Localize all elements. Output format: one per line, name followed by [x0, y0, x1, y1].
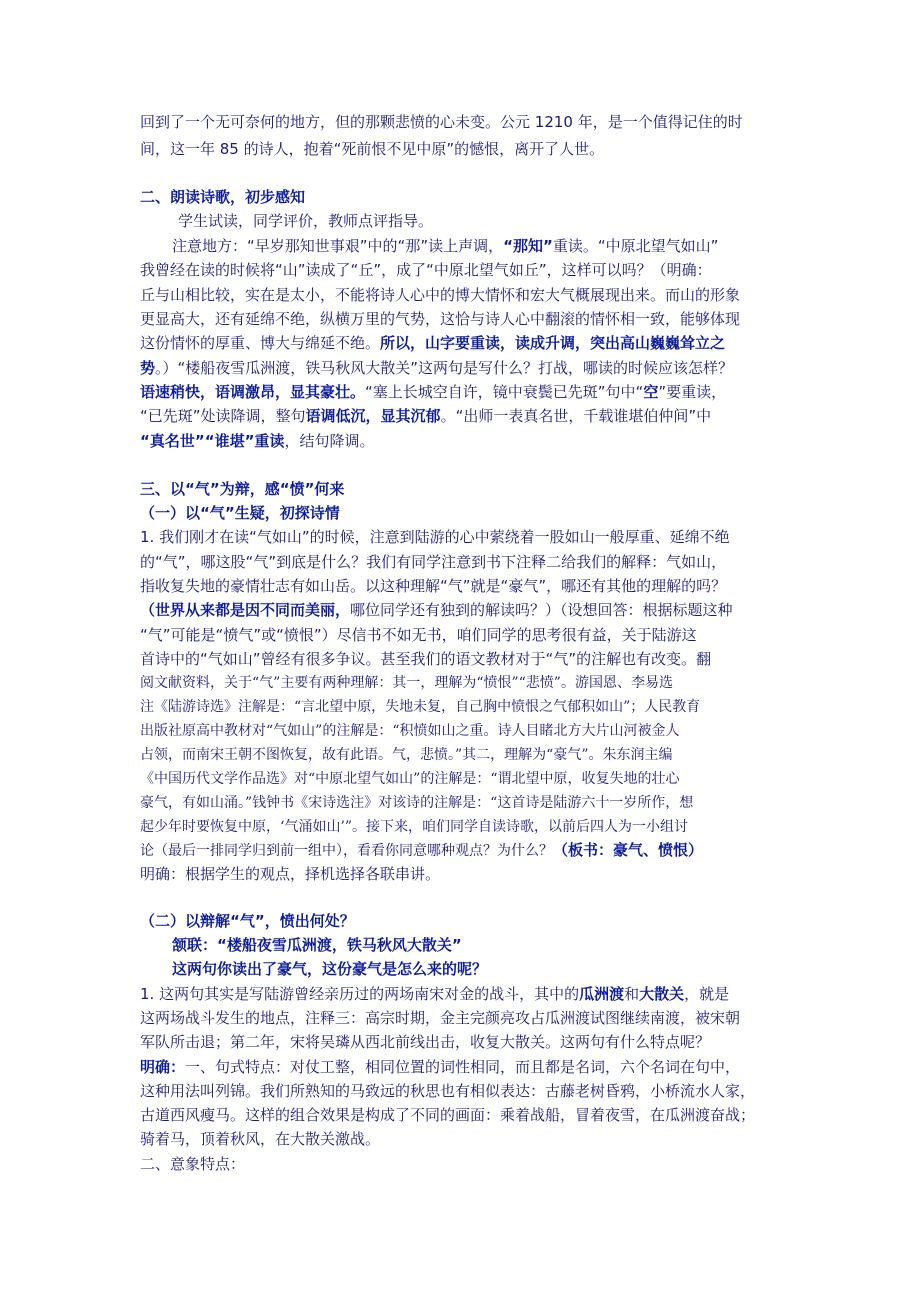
section3-s8 — [140, 838, 780, 863]
text-run: 哪位同学还有独到的解读吗？）（设想回答：根据标题这种 — [350, 601, 733, 619]
section2-line5 — [140, 331, 780, 355]
bold-run: 大散关 — [639, 985, 685, 1003]
section2-line8 — [140, 404, 780, 428]
text-run: “已先斑”处读降调，整句 — [140, 407, 306, 425]
section3-s1: 阅文献资料，关于“气”主要有两种理解：其一，理解为“愤恨”“悲愤”。游国恩、李易选 — [140, 675, 673, 691]
section3-sub1: （一）以“气”生疑，初探诗情 — [140, 504, 340, 522]
text-run: ”要重读， — [658, 383, 727, 401]
section3-s3: 出版社原高中教材对“气如山”的注解是：“积愤如山之重。诗人目睹北方大片山河被金人 — [140, 723, 680, 739]
bold-run: （世界从来都是因不同而美丽， — [140, 601, 351, 619]
section3-s2: 注《陆游诗选》注解是：“言北望中原，失地未复，自己胸中愤恨之气郁积如山”；人民教育 — [140, 699, 701, 715]
text-run: 重读。“中原北望气如山” — [552, 237, 719, 255]
section3-t7: 骑着马，顶着秋风，在大散关激战。 — [140, 1130, 381, 1148]
text-run: 一、句式特点：对仗工整，相同位置的词性相同，而且都是名词，六个名词在句中， — [185, 1058, 741, 1076]
section3-p3: 指收复失地的豪情壮志有如山岳。以这种理解“气”就是“豪气”，哪还有其他的理解的吗？ — [140, 577, 727, 595]
section3-t6: 古道西风瘦马。这样的组合效果是构成了不同的画面：乘着战船，冒着夜雪，在瓜洲渡奋战； — [140, 1106, 756, 1124]
section3-p5: “气”可能是“愤气”或“愤恨”）尽信书不如无书，咱们同学的思考很有益，关于陆游这 — [140, 626, 697, 644]
text-run: 和 — [624, 985, 640, 1003]
section3-heading: 三、以“气”为辩，感“愤”何来 — [140, 480, 345, 498]
section3-sub2: （二）以辩解“气”，愤出何处？ — [140, 912, 355, 930]
bold-run: 明确： — [140, 1058, 186, 1076]
section3-s4: 占领，而南宋王朝不图恢复，故有此语。气，悲愤。”其二，理解为“豪气”。朱东润主编 — [140, 747, 673, 763]
bold-run: “真名世”“谁堪”重读 — [140, 432, 285, 450]
question-line: 这两句你读出了豪气，这份豪气是怎么来的呢？ — [172, 960, 488, 978]
section2-heading: 二、朗读诗歌，初步感知 — [140, 188, 306, 206]
section2-line2: 我曾经在读的时候将“山”读成了“丘”，成了“中原北望气如丘”，这样可以吗？（明确： — [140, 261, 712, 279]
section2-line1 — [172, 234, 812, 258]
text-run: 。）“楼船夜雪瓜洲渡，铁马秋风大散关”这两句是写什么？打战，哪读的时候应该怎样？ — [155, 359, 734, 377]
section3-t1 — [140, 982, 780, 1006]
text-run: 这份情怀的厚重、博大与绵延不绝。 — [140, 334, 381, 352]
bold-run: 势 — [140, 359, 156, 377]
section3-p2: 的“气”，哪这股“气”到底是什么？我们有同学注意到书下注释二给我们的解释：气如山， — [140, 553, 727, 571]
text-run: “塞上长城空自许，镜中衰鬓已先斑”句中“ — [365, 383, 644, 401]
hanlian-line: 颔联：“楼船夜雪瓜洲渡，铁马秋风大散关” — [172, 936, 462, 954]
text-run: 论（最后一排同学归到前一组中），看看你同意哪种观点？为什么？ — [140, 843, 553, 859]
bold-run: 所以，山字要重读，读成升调，突出高山巍巍耸立之 — [380, 334, 726, 352]
text-run: ，就是 — [684, 985, 730, 1003]
section3-t8: 二、意象特点： — [140, 1155, 246, 1173]
text-run: 注意地方：“早岁那知世事艰”中的“那”读上声调， — [172, 237, 504, 255]
section3-p6: 首诗中的“气如山”曾经有很多争议。甚至我们的语文教材对于“气”的注解也有改变。翻 — [140, 650, 712, 668]
section3-t5: 这种用法叫列锦。我们所熟知的马致远的秋思也有相似表达：古藤老树昏鸦，小桥流水人家， — [140, 1082, 756, 1100]
text-run: 。“出师一表真名世，千载谁堪伯仲间”中 — [440, 407, 712, 425]
section3-t2: 这两场战斗发生的地点，注释三：高宗时期，金主完颜亮攻占瓜洲渡试图继续南渡，被宋朝 — [140, 1009, 741, 1027]
bold-run: 语速稍快，语调激昂，显其豪壮。 — [140, 383, 366, 401]
section3-p1: 1. 我们刚才在读“气如山”的时候，注意到陆游的心中萦绕着一股如山一般厚重、延绵不绝 — [140, 528, 730, 546]
section2-line6 — [140, 356, 780, 380]
para1-line2: 间，这一年 85 的诗人，抱着“死前恨不见中原”的憾恨，离开了人世。 — [140, 140, 605, 158]
section2-line9 — [140, 429, 780, 453]
section2-line3: 丘与山相比较，实在是太小，不能将诗人心中的博大情怀和宏大气概展现出来。而山的形象 — [140, 286, 741, 304]
section2-line4: 更显高大，还有延绵不绝，纵横万里的气势，这恰与诗人心中翻滚的情怀相一致，能够体现 — [140, 310, 741, 328]
section3-ming1: 明确：根据学生的观点，择机选择各联串讲。 — [140, 865, 441, 883]
section3-s5: 《中国历代文学作品选》对“中原北望气如山”的注解是：“谓北望中原，收复失地的壮心 — [140, 771, 680, 787]
section3-t4 — [140, 1055, 780, 1079]
text-run: ，结句降调。 — [284, 432, 375, 450]
bold-run: 空 — [643, 383, 659, 401]
bold-run: 瓜洲渡 — [579, 985, 625, 1003]
text-run: 1. 这两句其实是写陆游曾经亲历过的两场南宋对金的战斗，其中的 — [140, 985, 580, 1003]
section3-p4 — [140, 598, 780, 622]
bold-run: 语调低沉，显其沉郁 — [305, 407, 441, 425]
section3-s7: 起少年时要恢复中原，‘气涌如山’”。接下来，咱们同学自读诗歌，以前后四人为一小组讨 — [140, 819, 689, 835]
section2-line7 — [140, 380, 780, 404]
para1-line1: 回到了一个无可奈何的地方，但的那颗悲愤的心未变。公元 1210 年，是一个值得记住的时 — [140, 113, 743, 131]
bold-run: （板书：豪气、愤恨） — [553, 841, 704, 859]
bold-run: “那知” — [503, 237, 553, 255]
section3-s6: 豪气，有如山涌。”钱钟书《宋诗选注》对该诗的注解是：“这首诗是陆游六十一岁所作，想 — [140, 795, 694, 811]
section3-t3: 军队所击退；第二年，宋将吴璘从西北前线出击，收复大散关。这两句有什么特点呢？ — [140, 1033, 711, 1051]
section2-intro: 学生试读，同学评价，教师点评指导。 — [178, 212, 434, 230]
